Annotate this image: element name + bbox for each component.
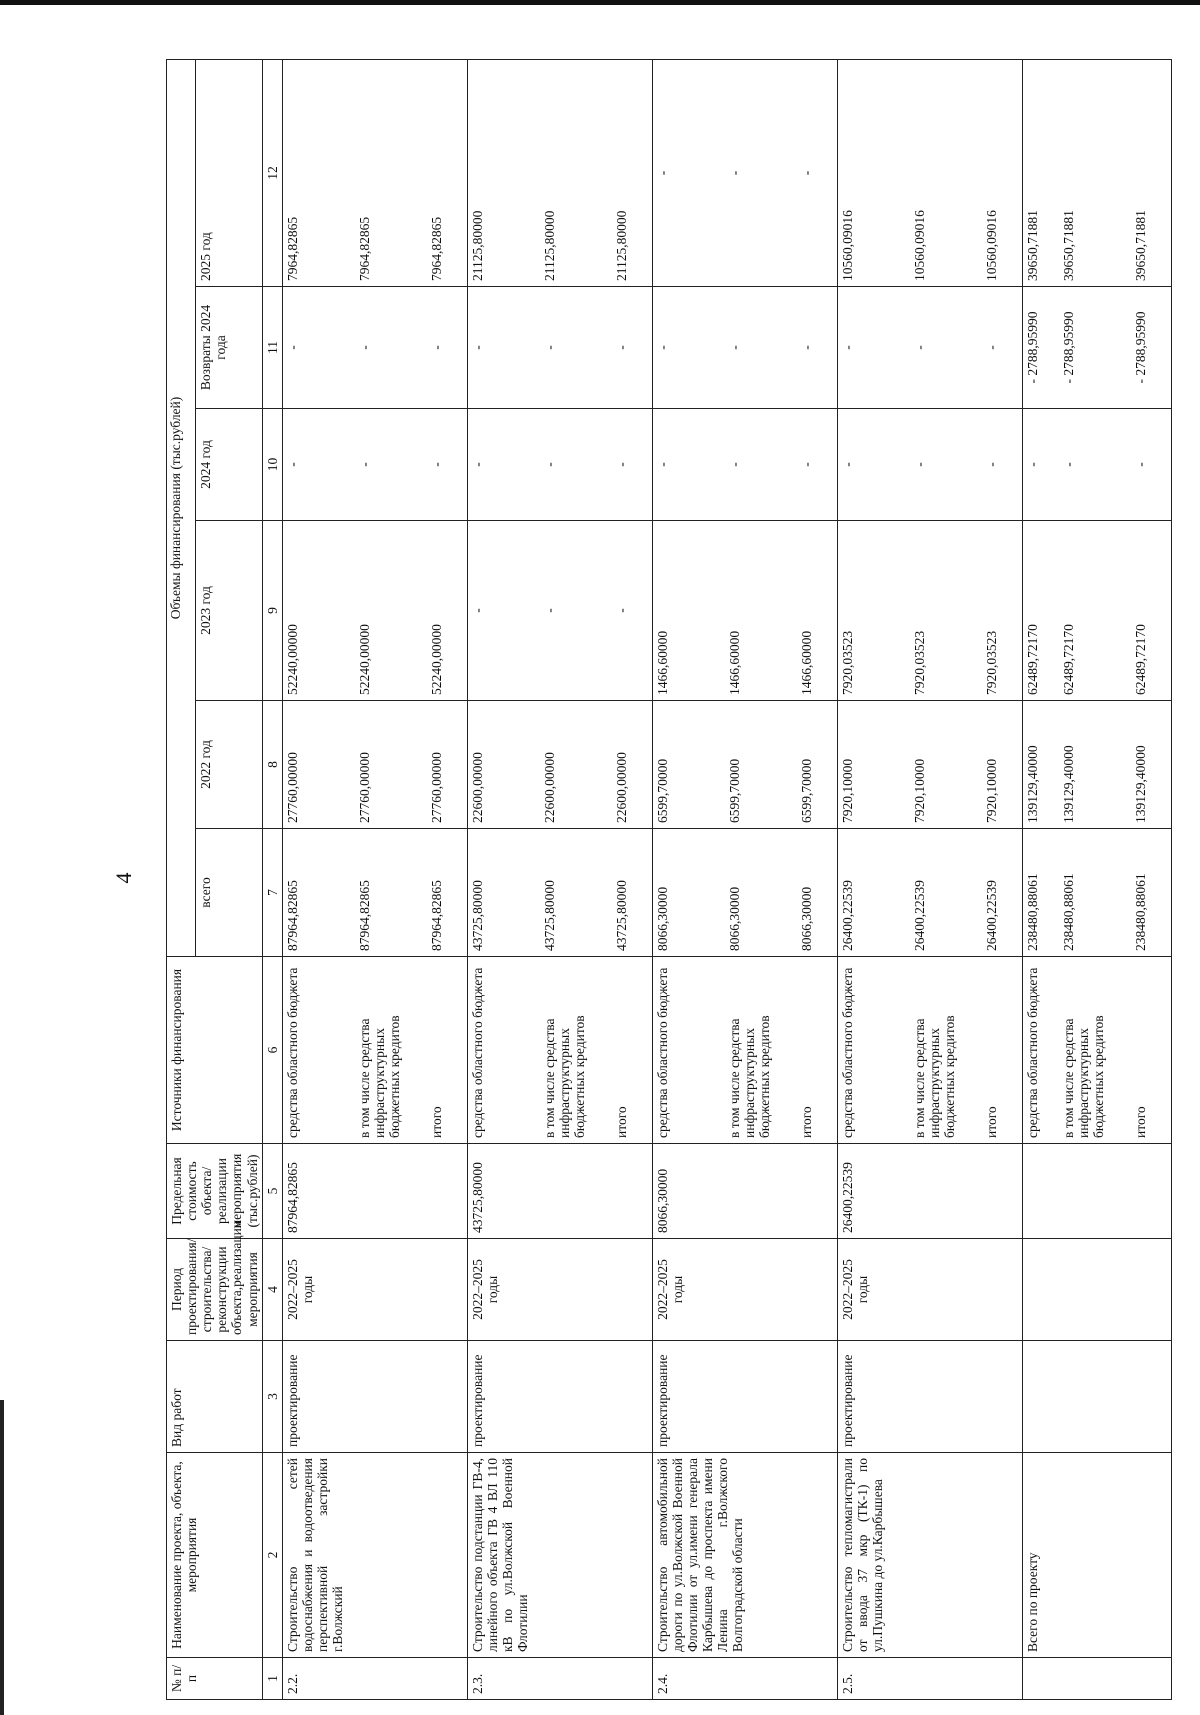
value: - xyxy=(726,462,742,467)
row-period: 2022–2025 годы xyxy=(282,1239,467,1341)
row-period xyxy=(1022,1239,1171,1341)
value: 52240,00000 xyxy=(428,624,444,695)
row-2025 xyxy=(282,60,467,287)
row-name: Строительство подстанции ГВ-4, линейного объекта ГВ 4 ВЛ 110 кВ по ул.Волжской Военной Флотилии xyxy=(467,1453,652,1658)
col-number: 1 xyxy=(262,1658,282,1700)
header-cost: Предельная стоимость объекта/ реализации мероприятия (тыс.рублей) xyxy=(167,1144,263,1239)
col-number: 7 xyxy=(262,829,282,957)
header-2022: 2022 год xyxy=(195,701,262,829)
source-line: средства областного бюджета xyxy=(839,967,855,1138)
row-total xyxy=(1022,829,1171,957)
col-number: 6 xyxy=(262,957,282,1144)
row-2022 xyxy=(837,701,1022,829)
value: - xyxy=(839,462,855,467)
value: 8066,30000 xyxy=(798,886,814,951)
value: - xyxy=(798,462,814,467)
col-number: 9 xyxy=(262,521,282,701)
value: 10560,09016 xyxy=(983,210,999,281)
row-name: Строительство автомобильной дороги по ул.Волжской Военной Флотилии от ул.имени генерала Карбышева до проспекта имени Ленина г.Волжского Волгоградской области xyxy=(652,1453,837,1658)
value: - xyxy=(541,462,557,467)
row-work xyxy=(1022,1341,1171,1453)
value: 26400,22539 xyxy=(839,880,855,951)
value: 6599,70000 xyxy=(726,758,742,823)
value: - xyxy=(726,345,742,350)
value: 6599,70000 xyxy=(654,758,670,823)
value: - xyxy=(613,345,629,350)
value: 62489,72170 xyxy=(1060,624,1076,695)
col-number: 10 xyxy=(262,409,282,521)
table-row xyxy=(467,60,652,1700)
value: 87964,82865 xyxy=(284,880,300,951)
value: 39650,71881 xyxy=(1060,210,1076,281)
row-work: проектирование xyxy=(652,1341,837,1453)
value: - xyxy=(541,608,557,613)
value: 52240,00000 xyxy=(356,624,372,695)
row-work: проектирование xyxy=(282,1341,467,1453)
value: - xyxy=(356,345,372,350)
value: 43725,80000 xyxy=(469,880,485,951)
table-row xyxy=(837,60,1022,1700)
value: 238480,88061 xyxy=(1132,873,1148,951)
value: - xyxy=(428,345,444,350)
header-2024: 2024 год xyxy=(195,409,262,521)
row-num: 2.4. xyxy=(652,1658,837,1700)
row-returns-2024 xyxy=(1022,287,1171,409)
value: 22600,00000 xyxy=(613,752,629,823)
row-sources xyxy=(652,957,837,1144)
value: 7920,03523 xyxy=(983,630,999,695)
row-cost: 43725,80000 xyxy=(467,1144,652,1239)
value: - xyxy=(839,345,855,350)
row-num: 2.5. xyxy=(837,1658,1022,1700)
value: - xyxy=(983,345,999,350)
value: - xyxy=(911,345,927,350)
value: - xyxy=(911,462,927,467)
table-row xyxy=(282,60,467,1700)
header-2025: 2025 год xyxy=(195,60,262,287)
rotated-document-page xyxy=(166,60,1196,1700)
col-number: 4 xyxy=(262,1239,282,1341)
header-total: всего xyxy=(195,829,262,957)
value: 22600,00000 xyxy=(541,752,557,823)
source-line: итого xyxy=(613,1106,629,1138)
source-line: в том числе средства инфраструктурных бюджетных кредитов xyxy=(726,1015,772,1138)
value: 139129,40000 xyxy=(1060,745,1076,823)
value: - xyxy=(428,462,444,467)
row-2023 xyxy=(837,521,1022,701)
row-total xyxy=(837,829,1022,957)
header-source: Источники финансирования xyxy=(167,957,263,1144)
value: 39650,71881 xyxy=(1024,210,1040,281)
row-2025 xyxy=(652,60,837,287)
row-total xyxy=(652,829,837,957)
row-returns-2024 xyxy=(467,287,652,409)
value: - xyxy=(798,170,814,176)
value: 7964,82865 xyxy=(428,216,444,281)
col-number: 11 xyxy=(262,287,282,409)
row-2022 xyxy=(1022,701,1171,829)
value: - xyxy=(469,345,485,350)
value: - xyxy=(798,345,814,350)
table-row xyxy=(652,60,837,1700)
row-2022 xyxy=(652,701,837,829)
value: 139129,40000 xyxy=(1024,745,1040,823)
value: - xyxy=(469,462,485,467)
financing-table xyxy=(166,59,1172,1700)
row-period: 2022–2025 годы xyxy=(652,1239,837,1341)
row-2023 xyxy=(282,521,467,701)
col-number: 12 xyxy=(262,60,282,287)
value: 7920,10000 xyxy=(839,758,855,823)
value: 27760,00000 xyxy=(284,752,300,823)
value: 1466,60000 xyxy=(654,630,670,695)
row-num: 2.2. xyxy=(282,1658,467,1700)
source-line: итого xyxy=(1132,1106,1148,1138)
row-sources xyxy=(1022,957,1171,1144)
row-2024 xyxy=(467,409,652,521)
row-returns-2024 xyxy=(652,287,837,409)
header-returns-2024: Возвраты 2024 года xyxy=(195,287,262,409)
value: 7964,82865 xyxy=(356,216,372,281)
value: 238480,88061 xyxy=(1060,873,1076,951)
row-work: проектирование xyxy=(467,1341,652,1453)
value: - xyxy=(613,462,629,467)
value: - 2788,95990 xyxy=(1060,311,1076,384)
row-2025 xyxy=(1022,60,1171,287)
value: 7964,82865 xyxy=(284,216,300,281)
value: 43725,80000 xyxy=(541,880,557,951)
row-total xyxy=(467,829,652,957)
value: - xyxy=(654,345,670,350)
row-2022 xyxy=(467,701,652,829)
value: 22600,00000 xyxy=(469,752,485,823)
value: - xyxy=(1060,462,1076,467)
source-line: средства областного бюджета xyxy=(654,967,670,1138)
value: - xyxy=(1132,462,1148,467)
source-line: в том числе средства инфраструктурных бюджетных кредитов xyxy=(1060,1015,1106,1138)
header-work: Вид работ xyxy=(167,1341,263,1453)
col-number: 3 xyxy=(262,1341,282,1453)
value: 7920,10000 xyxy=(983,758,999,823)
value: 62489,72170 xyxy=(1132,624,1148,695)
value: - xyxy=(983,462,999,467)
value: 27760,00000 xyxy=(356,752,372,823)
row-cost: 8066,30000 xyxy=(652,1144,837,1239)
source-line: в том числе средства инфраструктурных бюджетных кредитов xyxy=(911,1015,957,1138)
header-2023: 2023 год xyxy=(195,521,262,701)
value: 21125,80000 xyxy=(541,210,557,281)
value: 39650,71881 xyxy=(1132,210,1148,281)
col-number: 5 xyxy=(262,1144,282,1239)
header-period: Период проектирования/ строительства/ реконструкции объекта,реализации мероприятия xyxy=(167,1239,263,1341)
row-work: проектирование xyxy=(837,1341,1022,1453)
row-name: Строительство тепломагистрали от ввода 37 мкр (ТК-1) по ул.Пушкина до ул.Карбышева xyxy=(837,1453,1022,1658)
row-sources xyxy=(837,957,1022,1144)
value: 10560,09016 xyxy=(839,210,855,281)
row-returns-2024 xyxy=(837,287,1022,409)
value: - xyxy=(284,345,300,350)
value: 238480,88061 xyxy=(1024,873,1040,951)
value: - xyxy=(469,608,485,613)
left-edge-shadow xyxy=(0,1400,4,1715)
column-number-row xyxy=(262,60,282,1700)
value: 7920,10000 xyxy=(911,758,927,823)
row-2024 xyxy=(837,409,1022,521)
value: 139129,40000 xyxy=(1132,745,1148,823)
value: 1466,60000 xyxy=(726,630,742,695)
row-2023 xyxy=(652,521,837,701)
source-line: средства областного бюджета xyxy=(1024,967,1040,1138)
value: 87964,82865 xyxy=(356,880,372,951)
row-sources xyxy=(467,957,652,1144)
row-period: 2022–2025 годы xyxy=(467,1239,652,1341)
row-cost: 87964,82865 xyxy=(282,1144,467,1239)
value: 7920,03523 xyxy=(911,630,927,695)
row-2024 xyxy=(652,409,837,521)
value: - xyxy=(356,462,372,467)
value: 7920,03523 xyxy=(839,630,855,695)
page-number: 4 xyxy=(111,872,136,884)
value: 26400,22539 xyxy=(983,880,999,951)
value: 62489,72170 xyxy=(1024,624,1040,695)
source-line: итого xyxy=(428,1106,444,1138)
value: - xyxy=(654,170,670,176)
col-number: 2 xyxy=(262,1453,282,1658)
row-cost: 26400,22539 xyxy=(837,1144,1022,1239)
row-num xyxy=(1022,1658,1171,1700)
value: 87964,82865 xyxy=(428,880,444,951)
value: - 2788,95990 xyxy=(1024,311,1040,384)
source-line: средства областного бюджета xyxy=(469,967,485,1138)
row-returns-2024 xyxy=(282,287,467,409)
header-row xyxy=(167,60,196,1700)
value: - xyxy=(1024,462,1040,467)
value: 21125,80000 xyxy=(469,210,485,281)
value: - xyxy=(613,608,629,613)
row-2023 xyxy=(467,521,652,701)
table-row-total xyxy=(1022,60,1171,1700)
header-num: № п/п xyxy=(167,1658,263,1700)
top-border-line xyxy=(0,0,1200,5)
col-number: 8 xyxy=(262,701,282,829)
value: - xyxy=(654,462,670,467)
value: 43725,80000 xyxy=(613,880,629,951)
source-line: в том числе средства инфраструктурных бюджетных кредитов xyxy=(541,1015,587,1138)
value: 6599,70000 xyxy=(798,758,814,823)
row-2022 xyxy=(282,701,467,829)
value: 21125,80000 xyxy=(613,210,629,281)
value: - xyxy=(541,345,557,350)
value: 8066,30000 xyxy=(654,886,670,951)
source-line: итого xyxy=(983,1106,999,1138)
row-cost xyxy=(1022,1144,1171,1239)
row-2024 xyxy=(1022,409,1171,521)
value: - xyxy=(726,170,742,176)
source-line: средства областного бюджета xyxy=(284,967,300,1138)
value: 10560,09016 xyxy=(911,210,927,281)
value: - xyxy=(284,462,300,467)
value: 8066,30000 xyxy=(726,886,742,951)
row-name: Всего по проекту xyxy=(1022,1453,1171,1658)
row-2023 xyxy=(1022,521,1171,701)
value: 26400,22539 xyxy=(911,880,927,951)
row-total xyxy=(282,829,467,957)
value: 1466,60000 xyxy=(798,630,814,695)
row-sources xyxy=(282,957,467,1144)
source-line: итого xyxy=(798,1106,814,1138)
row-2024 xyxy=(282,409,467,521)
row-2025 xyxy=(837,60,1022,287)
source-line: в том числе средства инфраструктурных бюджетных кредитов xyxy=(356,1015,402,1138)
row-num: 2.3. xyxy=(467,1658,652,1700)
row-period: 2022–2025 годы xyxy=(837,1239,1022,1341)
header-name: Наименование проекта, объекта, мероприятия xyxy=(167,1453,263,1658)
value: - 2788,95990 xyxy=(1132,311,1148,384)
row-name: Строительство сетей водоснабжения и водоотведения перспективной застройки г.Волжский xyxy=(282,1453,467,1658)
header-financing-group: Объемы финансирования (тыс.рублей) xyxy=(167,60,196,957)
value: 52240,00000 xyxy=(284,624,300,695)
value: 27760,00000 xyxy=(428,752,444,823)
row-2025 xyxy=(467,60,652,287)
